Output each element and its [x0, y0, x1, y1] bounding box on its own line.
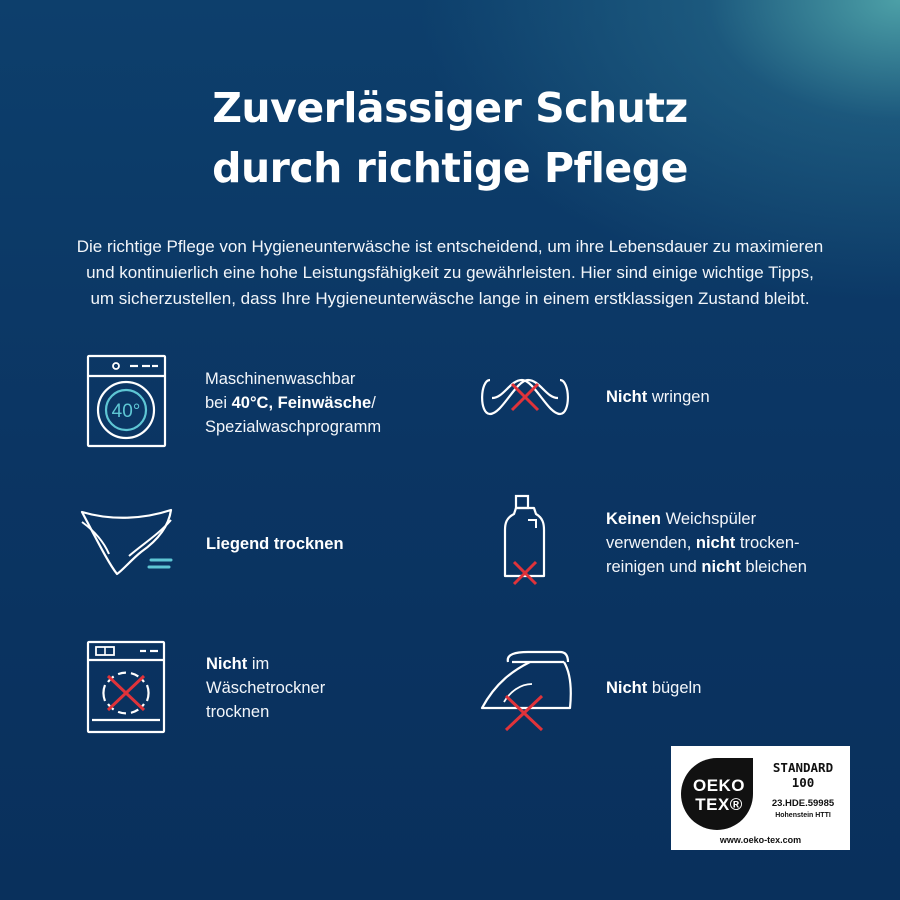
wash-line-1: Maschinenwaschbar [205, 370, 356, 388]
certificate-number: 23.HDE.59985 [771, 798, 835, 809]
no-tumble-dryer-icon [86, 640, 166, 735]
no-wring-icon [476, 376, 574, 418]
badge-line-2: TEX® [695, 795, 743, 814]
softener-line-2: verwenden, nicht trocken- [606, 534, 800, 552]
wash-label [205, 367, 381, 439]
intro-line-2: und kontinuierlich eine hohe Leistungsfähigkeit zu gewährleisten. Hier sind einige wichtige Tipps, [86, 263, 814, 282]
intro-paragraph [60, 234, 840, 312]
page-title [0, 78, 900, 198]
flat-dry-icon [79, 506, 175, 578]
no-iron-icon [476, 648, 576, 734]
wash-line-2: bei 40°C, Feinwäsche/ [205, 394, 376, 412]
badge-line-1: OEKO [692, 776, 746, 795]
no-softener-icon [500, 494, 552, 590]
intro-line-1: Die richtige Pflege von Hygieneunterwäsche ist entscheidend, um ihre Lebensdauer zu maximieren [76, 237, 824, 256]
softener-line-3: reinigen und nicht bleichen [606, 558, 807, 576]
softener-label [606, 507, 807, 579]
oeko-tex-logo [677, 754, 757, 834]
dry-label: Liegend trocknen [206, 535, 344, 553]
iron-label: Nicht bügeln [606, 679, 702, 697]
dryer-line-3: trocknen [206, 703, 270, 721]
title-line-1: Zuverlässiger Schutz [212, 84, 688, 132]
wash-line-3: Spezialwaschprogramm [205, 418, 382, 436]
wash-temperature: 40° [111, 401, 141, 422]
wring-label: Nicht wringen [606, 388, 710, 406]
standard-label: STANDARD 100 [772, 760, 834, 790]
oeko-tex-url[interactable]: www.oeko-tex.com [719, 835, 802, 845]
title-line-2: durch richtige Pflege [212, 144, 688, 192]
softener-line-1: Keinen Weichspüler [606, 510, 757, 528]
dryer-label [206, 652, 325, 724]
dryer-line-1: Nicht im [206, 655, 270, 673]
intro-line-3: um sicherzustellen, dass Ihre Hygieneunterwäsche lange in einem erstklassigen Zustand bleibt. [90, 289, 810, 308]
washing-machine-icon [86, 354, 168, 449]
certificate-institute: Hohenstein HTTI [775, 812, 831, 819]
dryer-line-2: Wäschetrockner [206, 679, 326, 697]
oeko-tex-certificate [671, 746, 850, 850]
